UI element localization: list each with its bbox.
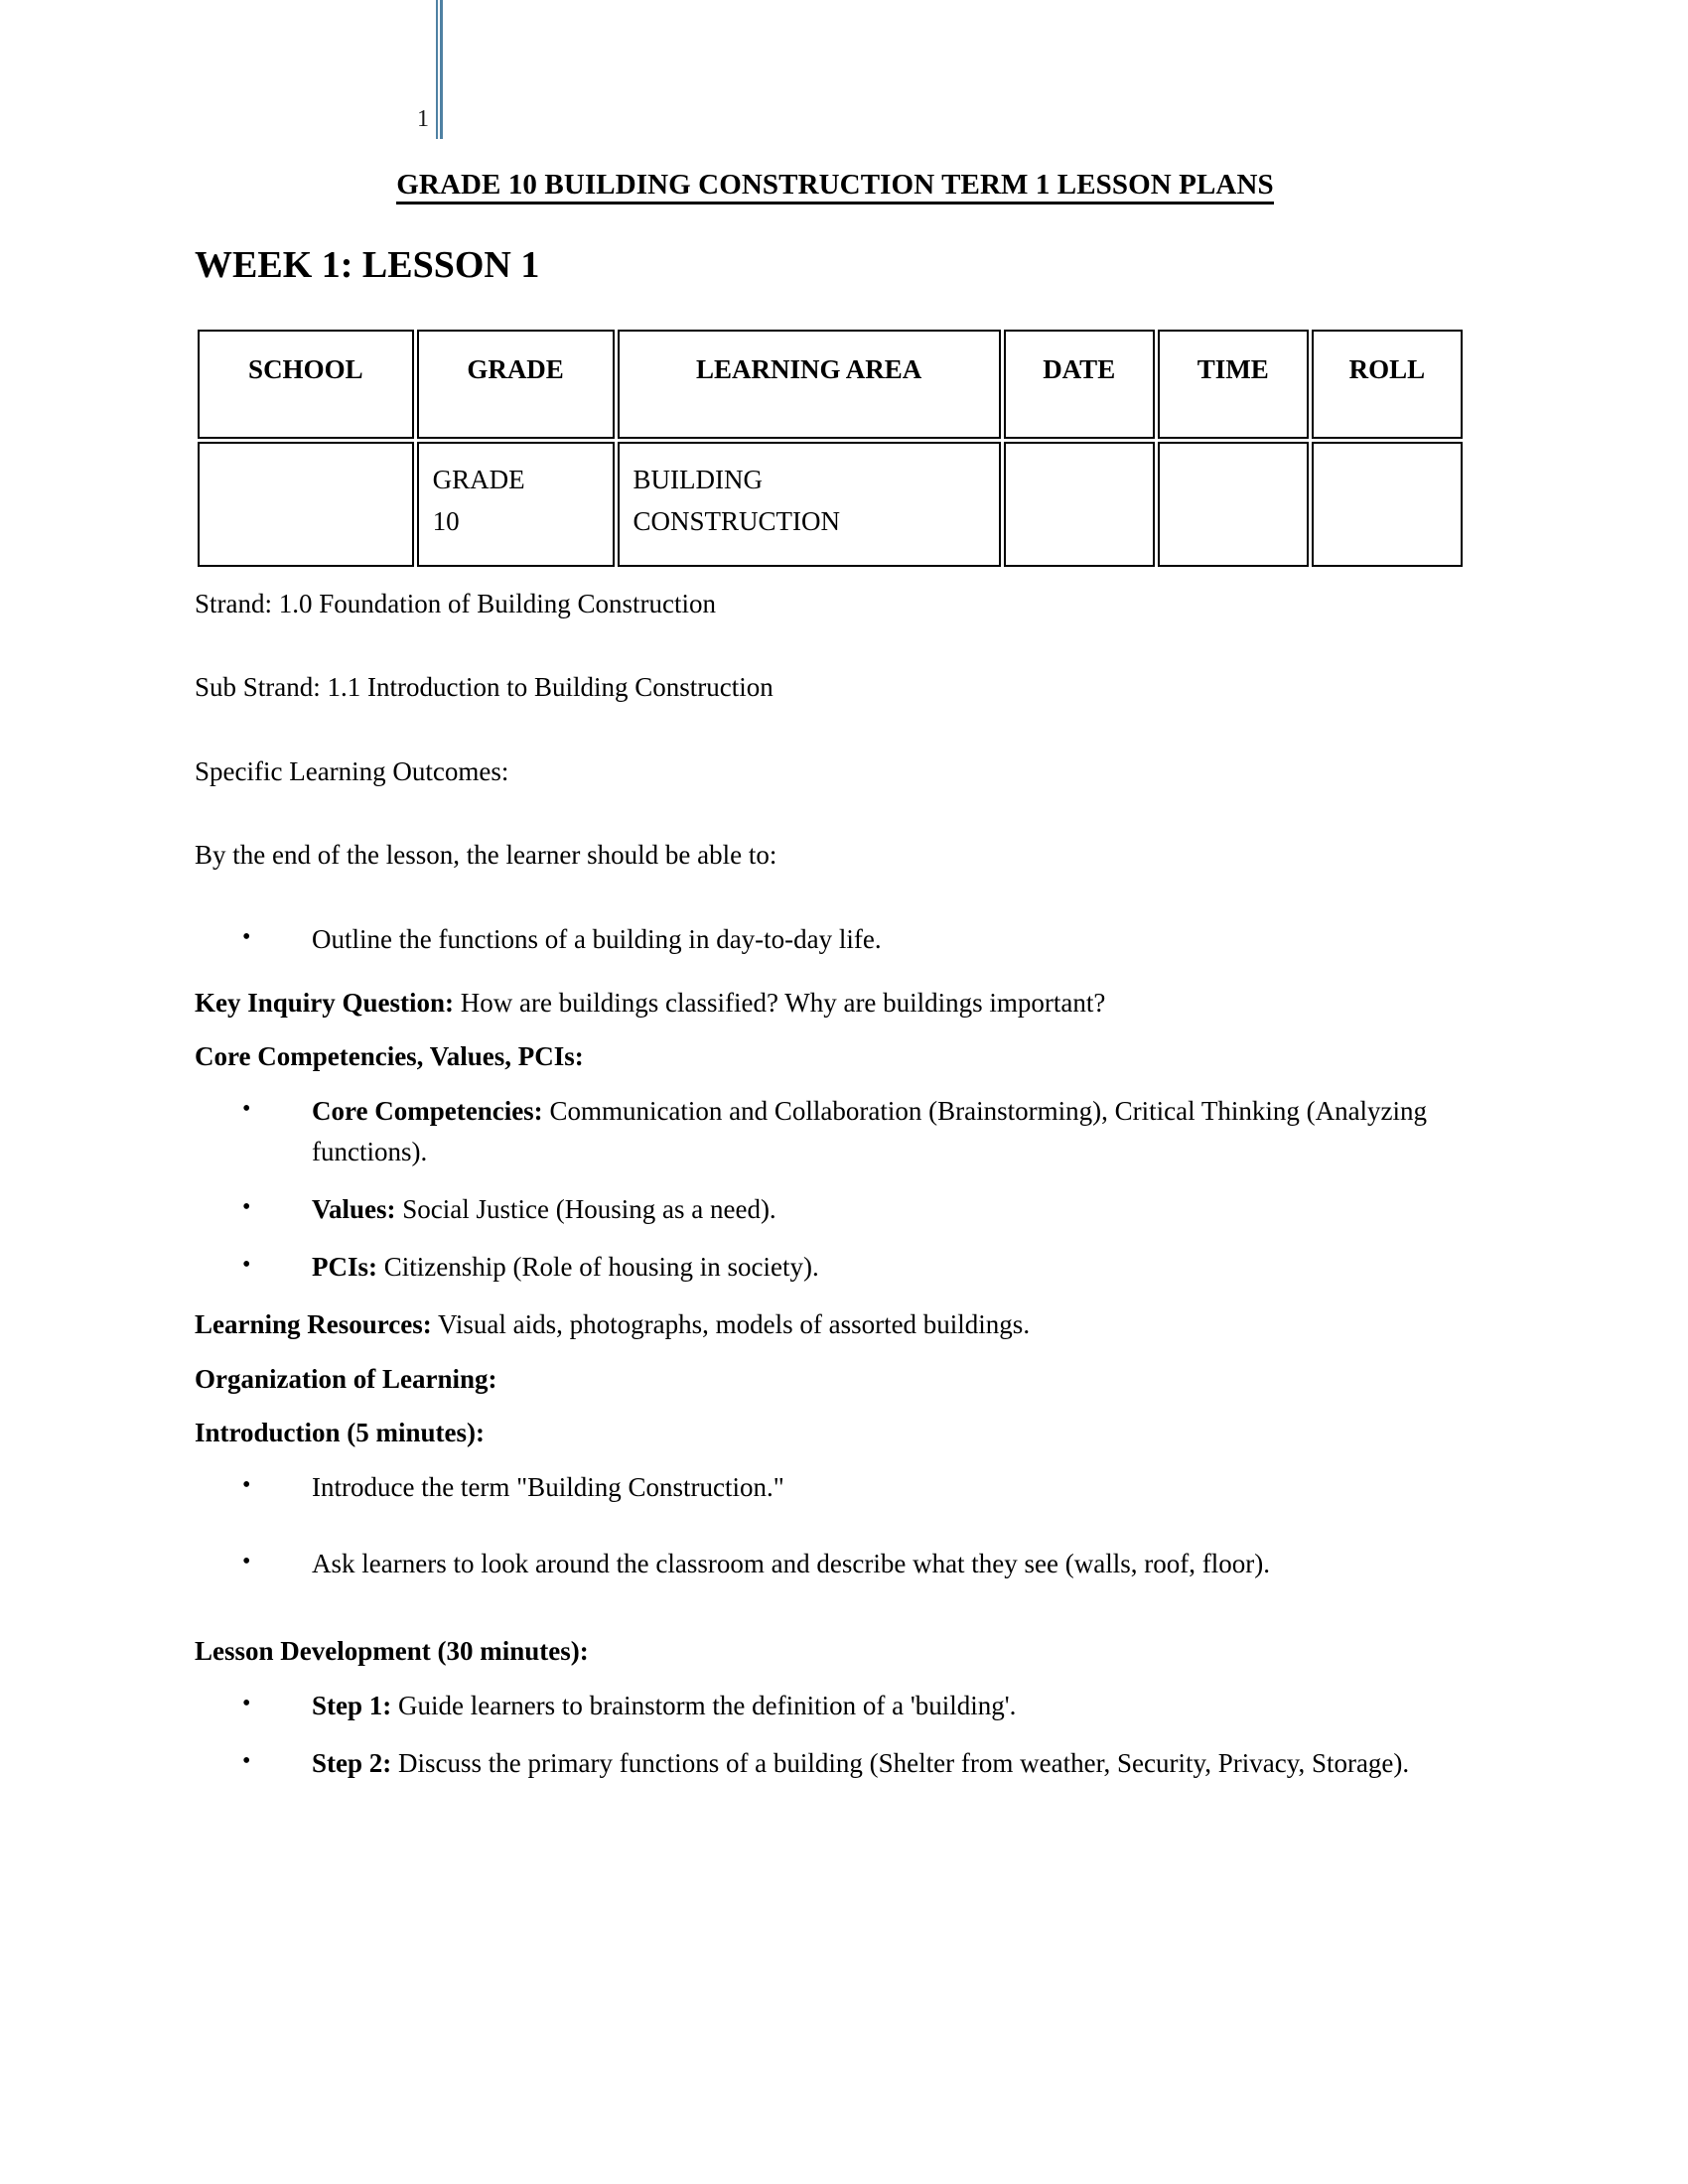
cell-learning-area[interactable] xyxy=(618,442,1001,567)
learning-resources-label: Learning Resources: xyxy=(195,1309,432,1340)
organization-of-learning-heading: Organization of Learning: xyxy=(195,1363,497,1394)
section-gap xyxy=(195,1601,1476,1631)
key-inquiry-question xyxy=(195,983,1476,1024)
cell-time[interactable] xyxy=(1158,442,1309,567)
cell-grade-line-1: GRADE xyxy=(432,464,525,494)
cell-date[interactable] xyxy=(1004,442,1155,567)
list-item: • Introduce the term "Building Construction." xyxy=(195,1467,1476,1509)
core-competencies-heading: Core Competencies, Values, PCIs: xyxy=(195,1041,584,1072)
cell-grade-line-2: 10 xyxy=(432,505,460,536)
document-title xyxy=(195,169,1476,202)
introduction-heading: Introduction (5 minutes): xyxy=(195,1418,486,1448)
introduction-list xyxy=(195,1467,1476,1586)
column-header-school: SCHOOL xyxy=(198,330,414,439)
table-header-row xyxy=(198,330,1463,439)
values-text: Social Justice (Housing as a need). xyxy=(395,1194,776,1225)
week-heading: WEEK 1: LESSON 1 xyxy=(195,244,540,286)
pcis-label: PCIs: xyxy=(312,1252,377,1283)
sub-strand-line: Sub Strand: 1.1 Introduction to Building Construction xyxy=(195,672,774,703)
lesson-development-heading: Lesson Development (30 minutes): xyxy=(195,1636,589,1667)
list-item xyxy=(195,1091,1476,1174)
specific-learning-outcomes-label: Specific Learning Outcomes: xyxy=(195,755,509,786)
cell-school[interactable] xyxy=(198,442,414,567)
page-number: 1 xyxy=(417,106,429,132)
step-1-text: Guide learners to brainstorm the definition of a 'building'. xyxy=(391,1690,1017,1720)
list-item: • Outline the functions of a building in day-to-day life. xyxy=(195,919,1476,961)
column-header-learning-area: LEARNING AREA xyxy=(618,330,1001,439)
cell-learning-area-line-2: CONSTRUCTION xyxy=(633,505,841,536)
cell-grade[interactable] xyxy=(417,442,615,567)
step-2-text: Discuss the primary functions of a building (Shelter from weather, Security, Privacy, Storage). xyxy=(391,1747,1410,1778)
list-item xyxy=(195,1743,1476,1785)
lesson-development-list xyxy=(195,1686,1476,1785)
cell-roll[interactable] xyxy=(1312,442,1463,567)
list-item xyxy=(195,1686,1476,1727)
column-header-roll: ROLL xyxy=(1312,330,1463,439)
values-label: Values: xyxy=(312,1194,396,1225)
list-item xyxy=(195,1247,1476,1289)
step-1-label: Step 1: xyxy=(312,1690,392,1720)
page-number-marker xyxy=(417,0,445,139)
learning-resources-line xyxy=(195,1304,1476,1345)
column-header-time: TIME xyxy=(1158,330,1309,439)
document-content xyxy=(195,169,1476,1800)
lesson-info-table xyxy=(195,327,1466,570)
core-competencies-list xyxy=(195,1091,1476,1289)
step-2-label: Step 2: xyxy=(312,1747,392,1778)
page-marker-bar-icon xyxy=(436,0,445,139)
learning-resources-text: Visual aids, photographs, models of assorted buildings. xyxy=(431,1309,1031,1340)
core-competencies-text: Communication and Collaboration (Brainstorming), Critical Thinking (Analyzing functions). xyxy=(312,1095,1428,1167)
pcis-text: Citizenship (Role of housing in society). xyxy=(377,1252,819,1283)
column-header-date: DATE xyxy=(1004,330,1155,439)
column-header-grade: GRADE xyxy=(417,330,615,439)
list-item: • Ask learners to look around the classroom and describe what they see (walls, roof, floor). xyxy=(195,1544,1476,1585)
learning-outcomes-list xyxy=(195,919,1476,961)
key-inquiry-text: How are buildings classified? Why are buildings important? xyxy=(454,987,1106,1018)
core-competencies-label: Core Competencies: xyxy=(312,1095,543,1126)
strand-line: Strand: 1.0 Foundation of Building Construction xyxy=(195,588,716,618)
document-title-text: GRADE 10 BUILDING CONSTRUCTION TERM 1 LESSON PLANS xyxy=(396,169,1273,205)
table-row xyxy=(198,442,1463,567)
cell-learning-area-line-1: BUILDING xyxy=(633,464,764,494)
key-inquiry-label: Key Inquiry Question: xyxy=(195,987,455,1018)
outcomes-lead-in: By the end of the lesson, the learner should be able to: xyxy=(195,840,777,871)
list-item xyxy=(195,1189,1476,1231)
